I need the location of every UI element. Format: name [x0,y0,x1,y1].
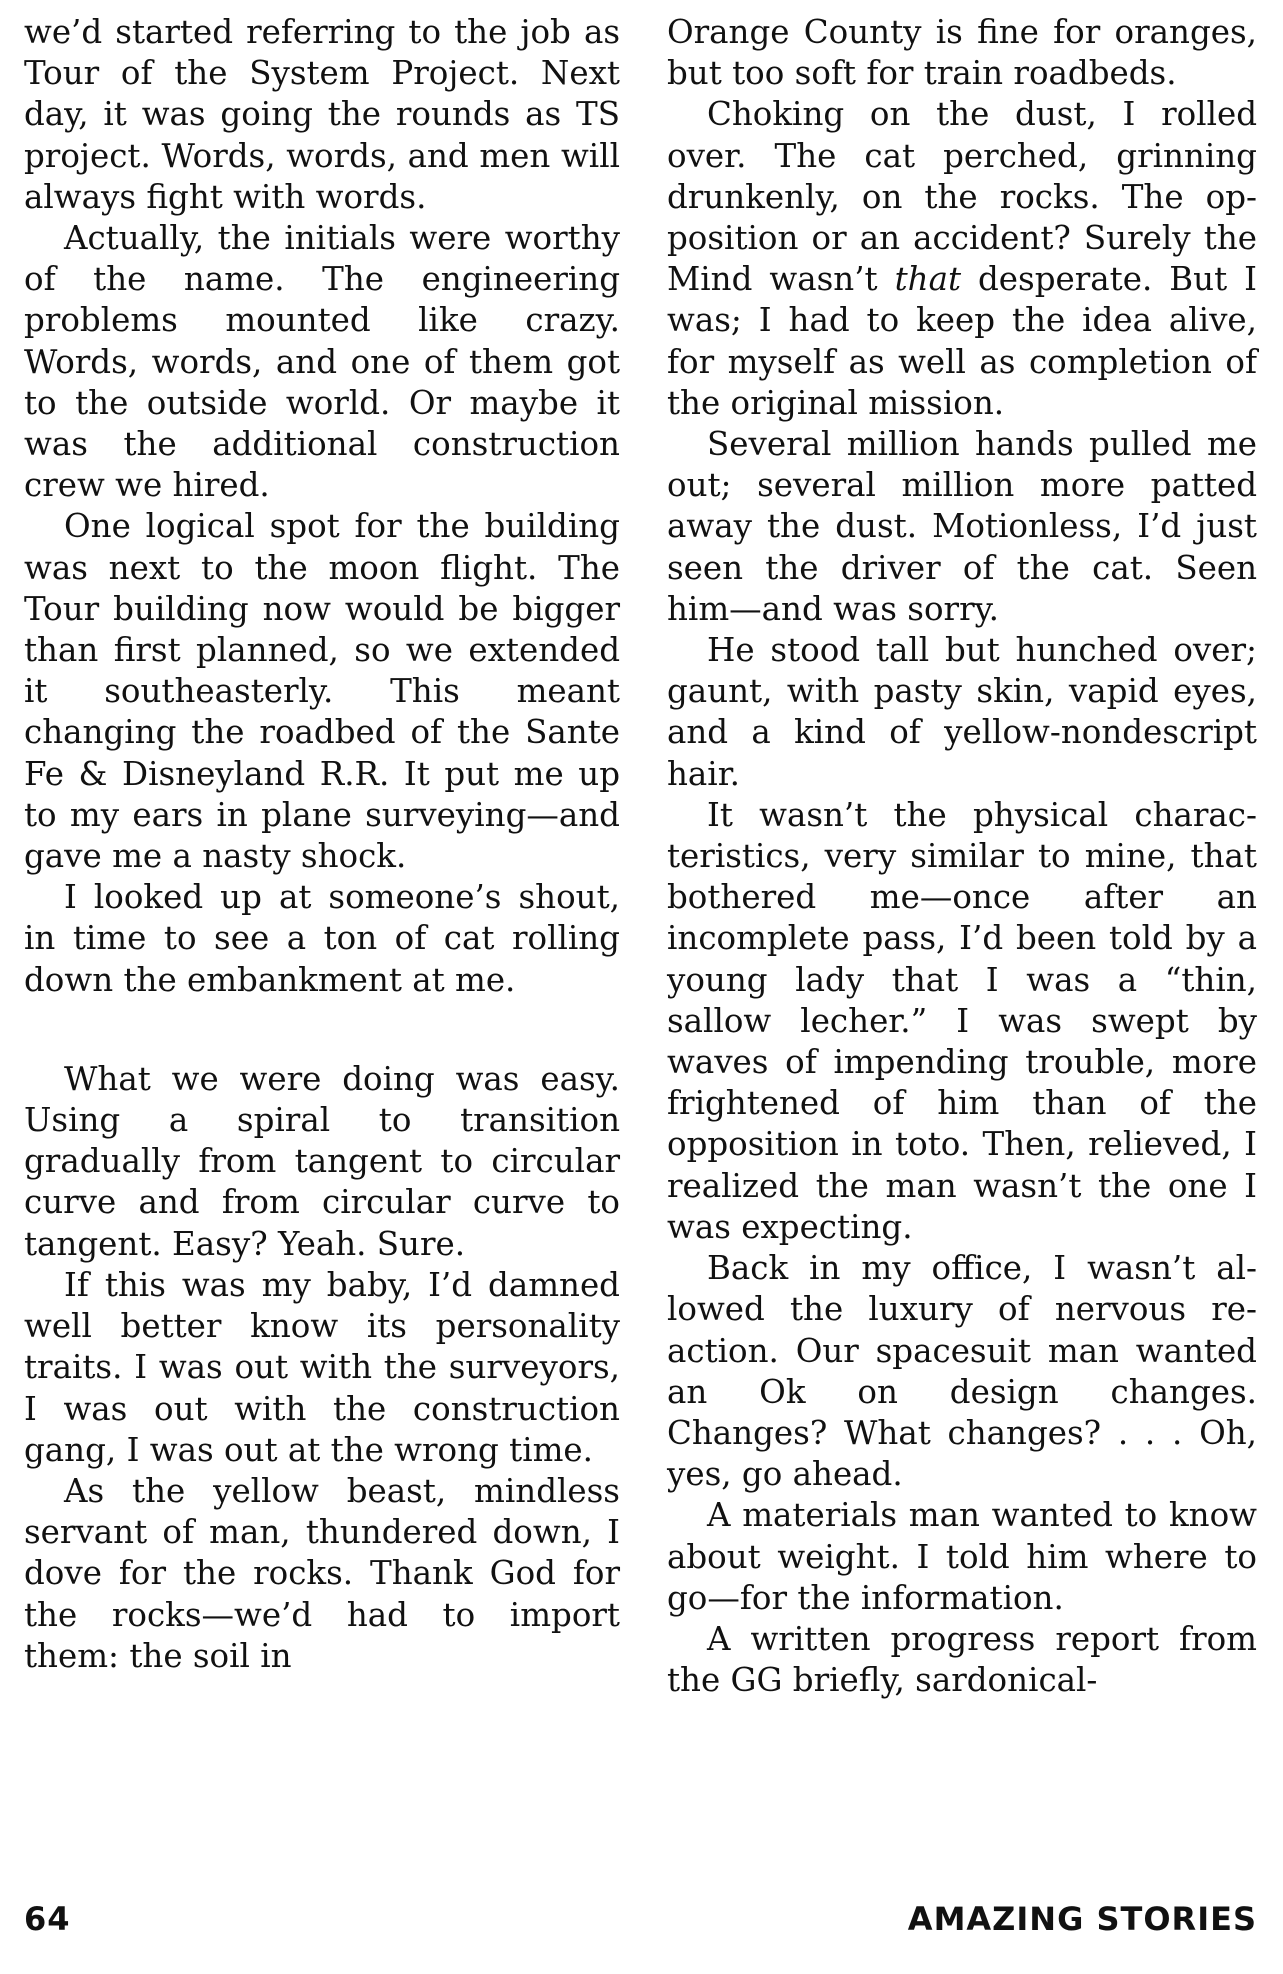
paragraph-text: Choking on the dust, I rolled over. The cat perched, grinning drunkenly, on the rocks. The opposition or an accident? Surely the Mind wasn’t [667,95,1257,299]
page-footer [24,1900,1257,1944]
paragraph: Orange County is fine for oranges, but too soft for train roadbeds. [667,13,1257,93]
paragraph: A materials man wanted to know about weight. I told him where to go—for the information. [667,1496,1257,1617]
paragraph [667,94,1257,424]
paragraph: Several million hands pulled me out; several million more patted away the dust. Motionless, I’d just seen the driver of the cat. Seen him—and was sorry. [667,425,1257,628]
paragraph: He stood tall but hunched over; gaunt, with pasty skin, vapid eyes, and a kind of yellow-nondescript hair. [667,631,1257,793]
page-number: 64 [24,1900,71,1938]
emphasis-text: that [894,260,962,299]
paragraph: I looked up at someone’s shout, in time to see a ton of cat rolling down the embankment at me. [24,878,620,999]
paragraph: One logical spot for the building was next to the moon flight. The Tour building now would be bigger than first planned, so we extended it southeasterly. This meant changing the roadbed of the Sante Fe & Disneyland R.R. It put me up to my ears in plane surveying—and gave me a nasty shock. [24,507,620,876]
paragraph: What we were doing was easy. Using a spiral to transition gradually from tangent to circular curve and from circular curve to tangent. Easy? Yeah. Sure. [24,1059,620,1263]
paragraph: Back in my office, I wasn’t allowed the luxury of nervous reaction. Our spacesuit man wanted an Ok on design changes. Changes? What changes? . . . Oh, yes, go ahead. [667,1249,1257,1494]
magazine-title: AMAZING STORIES [907,1900,1257,1938]
left-column [24,12,620,1677]
paragraph: we’d started referring to the job as Tour of the System Project. Next day, it was going the rounds as TS project. Words, words, and men will always fight with words. [24,13,620,216]
right-column [667,12,1257,1701]
paragraph: It wasn’t the physical characteristics, very similar to mine, that bothered me—once after an incomplete pass, I’d been told by a young lady that I was a “thin, sallow lecher.” I was swept by waves of impending trouble, more frightened of him than of the opposition in toto. Then, relieved, I realized the man wasn’t the one I was expecting. [667,795,1257,1246]
paragraph: As the yellow beast, mindless servant of man, thundered down, I dove for the rocks. Thank God for the rocks—we’d had to import them: the soil in [24,1471,620,1675]
paragraph: If this was my baby, I’d damned well better know its personality traits. I was out with the surveyors, I was out with the construction gang, I was out at the wrong time. [24,1265,620,1469]
paragraph: Actually, the initials were worthy of the name. The engineering problems mounted like crazy. Words, words, and one of them got to the outside world. Or maybe it was the additional construction crew we hired. [24,219,620,505]
paragraph: A written progress report from the GG briefly, sardonical- [667,1619,1257,1700]
paragraph-text: desperate. But I was; I had to keep the idea alive, for myself as well as completion of the original mission. [667,260,1257,422]
